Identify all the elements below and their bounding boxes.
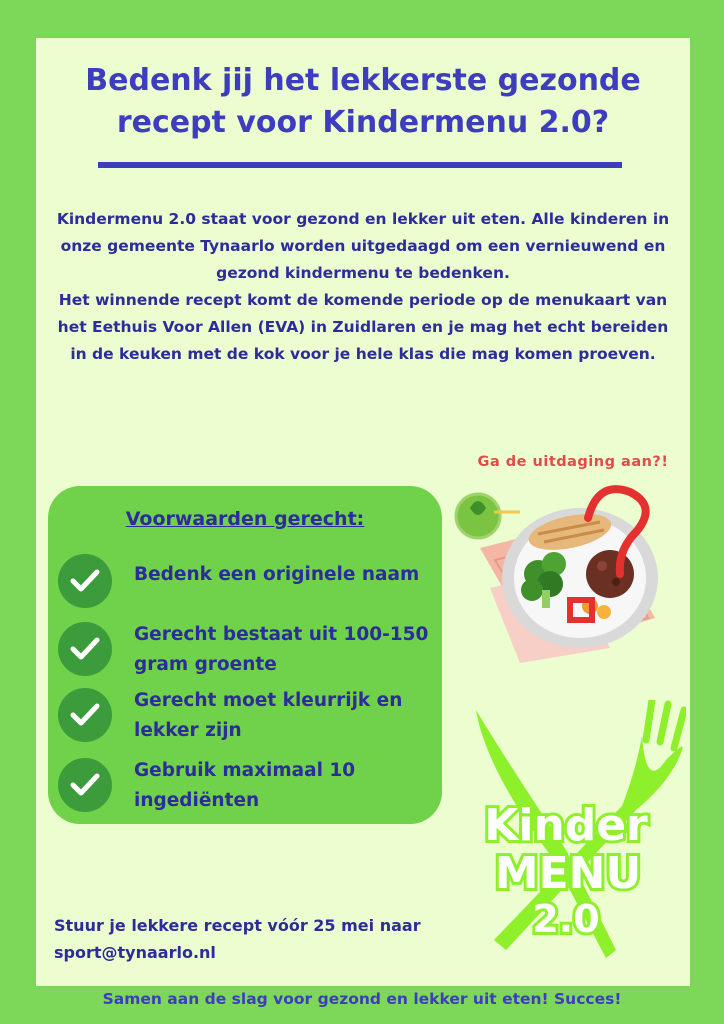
smoothie-glass-icon xyxy=(456,494,520,538)
condition-text: Gerecht moet kleurrijk en lekker zijn xyxy=(134,690,403,741)
condition-item xyxy=(58,620,438,684)
submit-note-line-1: Stuur je lekkere recept vóór 25 mei naar xyxy=(54,916,421,935)
condition-text: Gebruik maximaal 10 ingediënten xyxy=(134,760,356,811)
condition-item xyxy=(58,756,438,820)
condition-text: Gerecht bestaat uit 100-150 gram groente xyxy=(134,624,429,675)
logo-word-menu: MENU xyxy=(494,848,642,899)
title-divider xyxy=(98,162,622,168)
submit-note xyxy=(54,912,454,966)
conditions-heading: Voorwaarden gerecht: xyxy=(125,508,365,530)
conditions-box xyxy=(48,486,442,824)
checkmark-icon xyxy=(58,688,112,742)
intro-text xyxy=(52,206,674,368)
poster-title xyxy=(36,60,690,144)
bottom-slogan: Samen aan de slag voor gezond en lekker uit eten! Succes! xyxy=(102,990,622,1008)
logo-word-kinder: Kinder xyxy=(484,800,648,851)
checkmark-icon xyxy=(58,758,112,812)
kindermenu-logo xyxy=(446,700,686,970)
checkmark-icon xyxy=(58,554,112,608)
title-line-1: Bedenk jij het lekkerste gezonde xyxy=(85,63,641,98)
condition-text: Bedenk een originele naam xyxy=(134,564,420,585)
logo-version: 2.0 xyxy=(532,897,600,941)
title-line-2: recept voor Kindermenu 2.0? xyxy=(116,105,610,140)
intro-paragraph-1: Kindermenu 2.0 staat voor gezond en lekker uit eten. Alle kinderen in onze gemeente Tynaarlo worden uitgedaagd om een vernieuwend en gezond kindermenu te bedenken. xyxy=(56,210,670,282)
intro-paragraph-2: Het winnende recept komt de komende periode op de menukaart van het Eethuis Voor Allen (EVA) in Zuidlaren en je mag het echt bereiden in de keuken met de kok voor je hele klas die mag komen proeven. xyxy=(57,291,669,363)
challenge-label: Ga de uitdaging aan?! xyxy=(477,454,669,470)
condition-item xyxy=(58,686,438,750)
condition-item xyxy=(58,552,438,616)
checkmark-icon xyxy=(58,622,112,676)
submit-email[interactable]: sport@tynaarlo.nl xyxy=(54,943,216,962)
meatball-icon xyxy=(586,550,634,598)
plate-illustration xyxy=(450,478,670,668)
